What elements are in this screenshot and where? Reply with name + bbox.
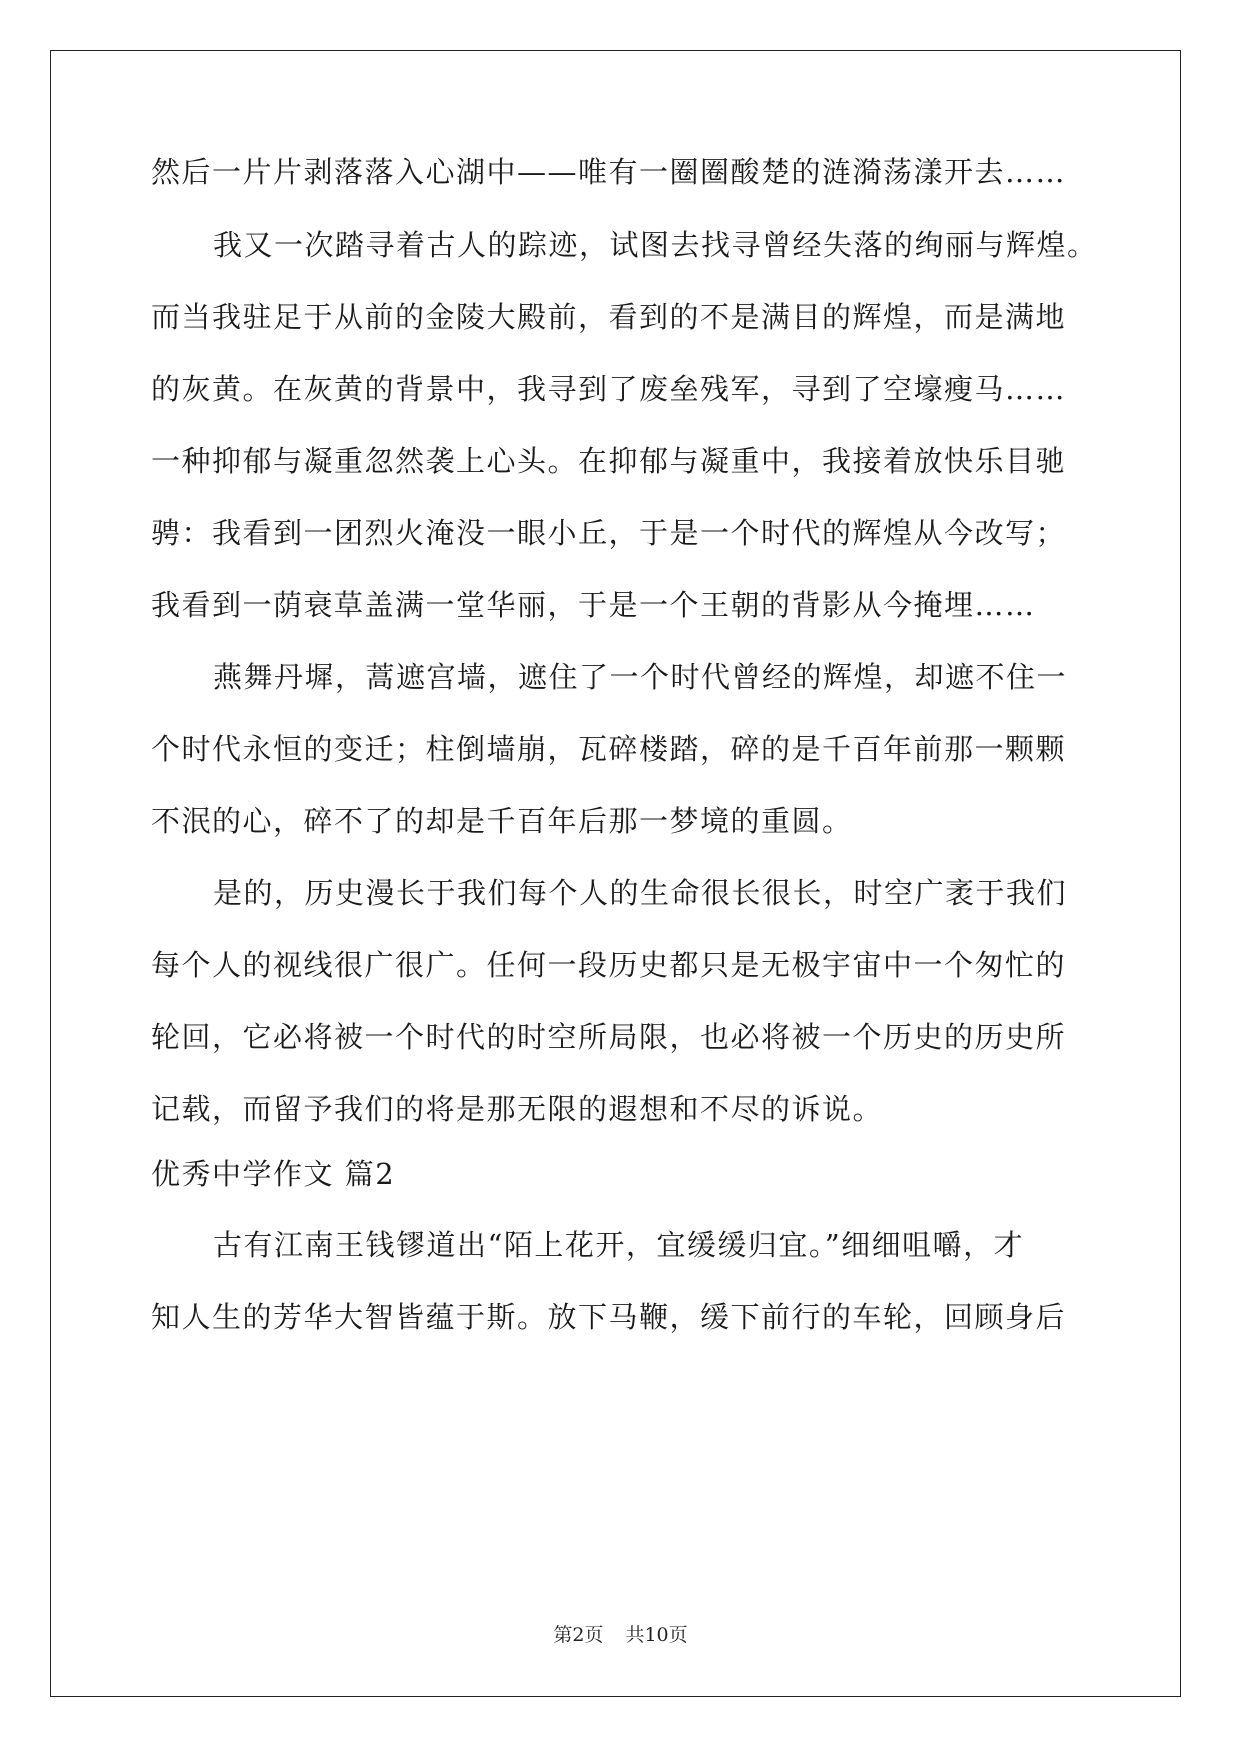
- page-footer: [0, 1620, 1241, 1647]
- paragraph-line: 每个人的视线很广很广。任何一段历史都只是无极宇宙中一个匆忙的: [151, 948, 1067, 982]
- paragraph-line: 的灰黄。在灰黄的背景中，我寻到了废垒残军，寻到了空壕瘦马……: [151, 372, 1067, 406]
- section-heading: 优秀中学作文 篇2: [151, 1157, 396, 1191]
- paragraph-line: 一种抑郁与凝重忽然袭上心头。在抑郁与凝重中，我接着放快乐目驰: [151, 444, 1067, 478]
- paragraph-line: 我看到一荫衰草盖满一堂华丽，于是一个王朝的背影从今掩埋……: [151, 588, 1036, 622]
- paragraph-line: 然后一片片剥落落入心湖中——唯有一圈圈酸楚的涟漪荡漾开去……: [151, 155, 1067, 189]
- paragraph-line: 骋：我看到一团烈火淹没一眼小丘，于是一个时代的辉煌从今改写；: [151, 516, 1067, 550]
- paragraph-line: 是的，历史漫长于我们每个人的生命很长很长，时空广袤于我们: [213, 876, 1068, 910]
- paragraph-line: 而当我驻足于从前的金陵大殿前，看到的不是满目的辉煌，而是满地: [151, 300, 1067, 334]
- paragraph-line: 个时代永恒的变迁；柱倒墙崩，瓦碎楼踏，碎的是千百年前那一颗颗: [151, 732, 1067, 766]
- paragraph-line: 不泯的心，碎不了的却是千百年后那一梦境的重圆。: [151, 804, 853, 838]
- page-number: 第2页: [553, 1624, 604, 1646]
- page-total: 共10页: [625, 1624, 688, 1646]
- paragraph-line: 燕舞丹墀，蒿遮宫墙，遮住了一个时代曾经的辉煌，却遮不住一: [213, 660, 1068, 694]
- paragraph-line: 记载，而留予我们的将是那无限的遐想和不尽的诉说。: [151, 1092, 884, 1126]
- paragraph-line: 我又一次踏寻着古人的踪迹，试图去找寻曾经失落的绚丽与辉煌。: [213, 228, 1098, 262]
- paragraph-line: 知人生的芳华大智皆蕴于斯。放下马鞭，缓下前行的车轮，回顾身后: [151, 1300, 1067, 1334]
- paragraph-line: 轮回，它必将被一个时代的时空所局限，也必将被一个历史的历史所: [151, 1020, 1067, 1054]
- paragraph-line: 古有江南王钱镠道出“陌上花开，宜缓缓归宜。”细细咀嚼，才: [213, 1228, 1025, 1262]
